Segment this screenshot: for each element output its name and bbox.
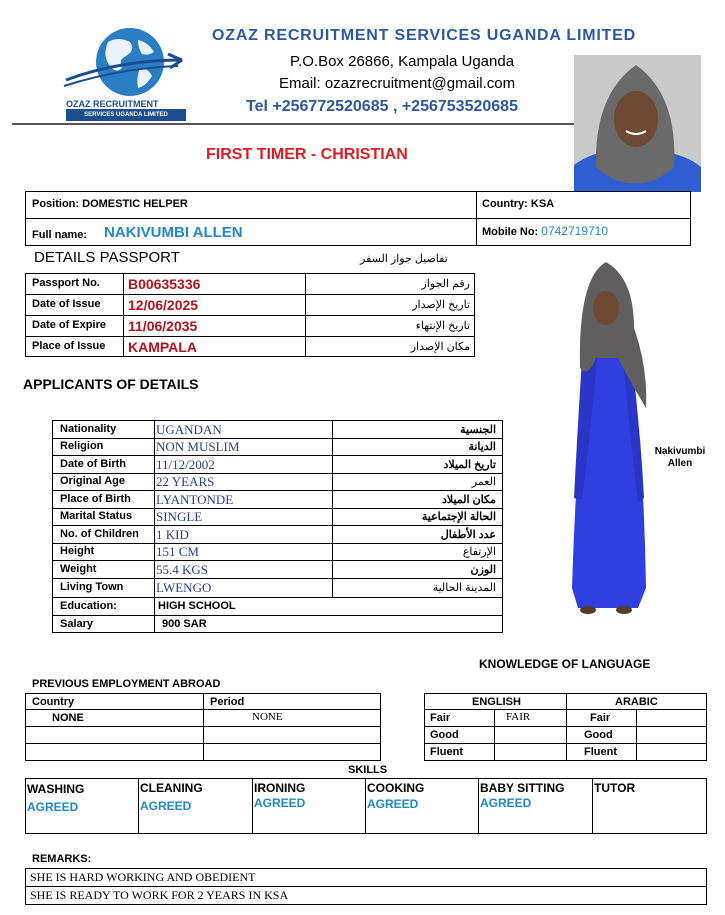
employment-hline (25, 743, 381, 744)
applicant-value: LWENGO (156, 580, 212, 595)
full-body-photo (558, 258, 654, 614)
passport-value: KAMPALA (128, 339, 197, 355)
country-label: Country: (482, 198, 528, 210)
language-vline (566, 693, 567, 761)
applicant-label: Nationality (60, 423, 117, 435)
skill-value: AGREED (254, 796, 306, 810)
applicant-ar: الحالة الإجتماعية (421, 511, 496, 523)
skill-value: AGREED (367, 797, 419, 811)
remarks-hline (25, 886, 707, 887)
employment-vline (203, 693, 204, 761)
skill-name: TUTOR (594, 781, 636, 795)
passport-label: Date of Expire (32, 319, 106, 331)
employment-hline (25, 726, 381, 727)
mobile-field (482, 224, 608, 238)
employment-country-header: Country (32, 696, 75, 708)
applicant-value: 1 KID (156, 527, 189, 542)
info-table-vline (476, 191, 477, 246)
applicant-label: Date of Birth (60, 458, 126, 470)
language-vline (494, 709, 495, 761)
applicant-value: 151 CM (156, 544, 199, 559)
portrait-photo (574, 55, 701, 192)
logo-line1: OZAZ RECRUITMENT (66, 99, 159, 109)
passport-label: Passport No. (32, 277, 100, 289)
skills-vline (592, 778, 593, 834)
english-header: ENGLISH (472, 696, 521, 708)
applicant-heading: APPLICANTS OF DETAILS (23, 376, 199, 392)
employment-period-value: NONE (252, 711, 283, 723)
skill-name: COOKING (367, 781, 425, 795)
skills-heading: SKILLS (348, 764, 388, 776)
skill-value: AGREED (480, 796, 532, 810)
language-hline (424, 709, 707, 710)
applicant-ar: الإرتفاع (462, 546, 496, 558)
passport-heading: DETAILS PASSPORT (34, 249, 180, 266)
globe-logo-icon (60, 20, 190, 100)
passport-hline (25, 315, 475, 316)
english-level-fluent: Fluent (430, 746, 463, 758)
passport-label: Place of Issue (32, 340, 106, 352)
applicant-ar: تاريخ الميلاد (443, 459, 496, 471)
applicant-value: 55.4 KGS (156, 562, 209, 577)
applicant-vline1 (154, 420, 155, 633)
employment-hline (25, 709, 381, 710)
passport-label: Date of Issue (32, 298, 101, 310)
salary-value: 900 SAR (162, 618, 207, 630)
skill-value: AGREED (140, 799, 192, 813)
applicant-label: Place of Birth (60, 493, 131, 505)
country-value: KSA (530, 198, 555, 210)
passport-hline (25, 336, 475, 337)
employment-heading: PREVIOUS EMPLOYMENT ABROAD (32, 678, 221, 690)
language-heading: KNOWLEDGE OF LANGUAGE (479, 657, 651, 671)
fullname-label: Full name: (32, 229, 88, 241)
country-field (482, 198, 554, 210)
skill-name: IRONING (254, 781, 306, 795)
mobile-label: Mobile No: (482, 226, 539, 238)
education-label: Education: (60, 600, 117, 612)
english-fair-value: FAIR (506, 711, 531, 723)
language-hline (424, 743, 707, 744)
education-value: HIGH SCHOOL (158, 600, 236, 612)
applicant-hline (52, 438, 503, 439)
skill-name: CLEANING (140, 781, 203, 795)
applicant-label: No. of Children (60, 528, 139, 540)
applicant-label: Religion (60, 440, 104, 452)
passport-hline (25, 294, 475, 295)
arabic-level-good: Good (584, 729, 613, 741)
applicant-ar: الجنسية (460, 424, 496, 436)
passport-heading-ar: تفاصيل جواز السفر (360, 253, 448, 265)
employment-country-value: NONE (52, 712, 84, 724)
language-vline (636, 709, 637, 761)
remark-line: SHE IS HARD WORKING AND OBEDIENT (30, 870, 256, 884)
passport-ar: تاريخ الإصدار (412, 299, 470, 311)
applicant-value: 11/12/2002 (156, 457, 215, 472)
applicant-hline (52, 473, 503, 474)
applicant-hline (52, 578, 503, 579)
applicant-value: 22 YEARS (156, 474, 215, 489)
applicant-ar: الديانة (468, 441, 496, 453)
applicant-value: NON MUSLIM (156, 439, 240, 454)
applicant-ar: المدينة الحالية (432, 582, 496, 594)
header-divider (12, 123, 575, 125)
applicant-hline (52, 615, 503, 616)
skill-value: AGREED (27, 800, 79, 814)
applicant-value: SINGLE (156, 509, 203, 524)
salary-label: Salary (60, 618, 94, 630)
applicant-hline (52, 490, 503, 491)
passport-value: B00635336 (128, 276, 201, 292)
logo-line2: SERVICES UGANDA LIMITED (66, 109, 186, 121)
arabic-header: ARABIC (615, 696, 658, 708)
passport-ar: مكان الإصدار (410, 341, 470, 353)
info-table-hline (25, 218, 691, 219)
position-label: Position: (32, 198, 80, 210)
passport-value: 11/06/2035 (128, 318, 198, 334)
applicant-value: UGANDAN (156, 422, 222, 437)
skills-vline (138, 778, 139, 834)
applicant-hline (52, 508, 503, 509)
applicant-hline (52, 525, 503, 526)
applicant-label: Marital Status (60, 510, 133, 522)
company-name: OZAZ RECRUITMENT SERVICES UGANDA LIMITED (212, 27, 637, 44)
company-tel: Tel +256772520685 , +256753520685 (246, 98, 518, 115)
skills-vline (252, 778, 253, 834)
applicant-value: LYANTONDE (156, 492, 234, 507)
skills-vline (478, 778, 479, 834)
arabic-level-fair: Fair (590, 712, 611, 724)
passport-ar: تاريخ الإنتهاء (415, 320, 470, 332)
skill-name: WASHING (27, 782, 85, 796)
skills-vline (365, 778, 366, 834)
applicant-label: Original Age (60, 475, 125, 487)
company-email: Email: ozazrecruitment@gmail.com (279, 75, 516, 92)
applicant-hline (52, 543, 503, 544)
applicant-ar: الوزن (470, 564, 496, 576)
employment-period-header: Period (210, 696, 245, 708)
applicant-hline (52, 597, 503, 598)
company-address: P.O.Box 26866, Kampala Uganda (290, 53, 515, 70)
position-value: DOMESTIC HELPER (82, 198, 188, 210)
applicant-ar: العمر (471, 476, 496, 488)
applicant-hline (52, 560, 503, 561)
english-level-fair: Fair (430, 712, 451, 724)
skill-name: BABY SITTING (480, 781, 565, 795)
passport-ar: رقم الجواز (421, 278, 470, 290)
remarks-heading: REMARKS: (32, 853, 92, 865)
applicant-hline (52, 455, 503, 456)
arabic-level-fluent: Fluent (584, 746, 617, 758)
fullname-value: NAKIVUMBI ALLEN (104, 224, 243, 241)
applicant-ar: عدد الأطفال (440, 529, 496, 541)
applicant-ar: مكان الميلاد (441, 494, 496, 506)
logo-caption (66, 99, 186, 121)
english-level-good: Good (430, 729, 459, 741)
applicant-label: Living Town (60, 581, 124, 593)
applicant-label: Weight (60, 563, 97, 575)
language-hline (424, 726, 707, 727)
candidate-title: FIRST TIMER - CHRISTIAN (206, 146, 408, 163)
position-field (32, 198, 188, 210)
applicant-label: Height (60, 545, 95, 557)
photo-caption: Nakivumbi Allen (654, 446, 706, 469)
mobile-value: 0742719710 (541, 224, 609, 238)
passport-value: 12/06/2025 (128, 297, 199, 313)
remark-line: SHE IS READY TO WORK FOR 2 YEARS IN KSA (30, 888, 289, 902)
